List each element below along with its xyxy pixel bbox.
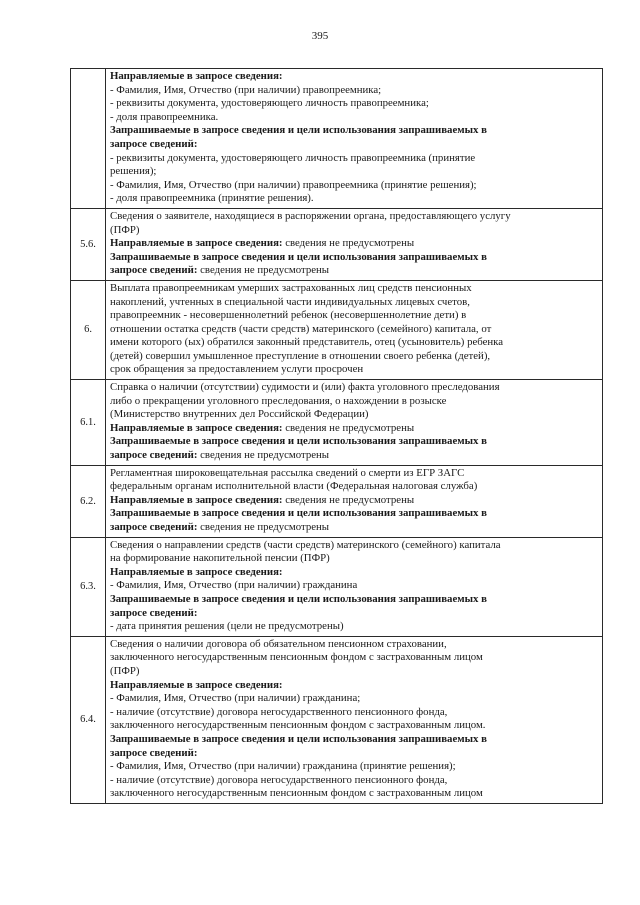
page-number: 395 (311, 30, 329, 42)
text-line (110, 323, 599, 337)
bold-heading-text: Запрашиваемые в запросе сведения и цели использования запрашиваемых в (110, 507, 487, 520)
text-line (110, 747, 599, 761)
text-line (110, 638, 599, 652)
row-content (106, 280, 603, 379)
bold-heading-text: Направляемые в запросе сведения: (110, 565, 283, 578)
bold-heading-text: Запрашиваемые в запросе сведения и цели использования запрашиваемых в (110, 124, 487, 137)
text-line (110, 679, 599, 693)
body-text: - Фамилия, Имя, Отчество (при наличии) гражданина (принятие решения); (110, 760, 456, 773)
bold-heading-text: Направляемые в запросе сведения: (110, 678, 283, 691)
bold-heading-text: запросе сведений: (110, 264, 201, 277)
row-content (106, 465, 603, 537)
body-text: - доля правопреемника (принятие решения). (110, 192, 314, 205)
row-content (106, 208, 603, 280)
text-line (110, 706, 599, 720)
text-line (110, 494, 599, 508)
row-number: 6.1. (71, 380, 106, 466)
text-line (110, 480, 599, 494)
text-line (110, 449, 599, 463)
body-text: решения); (110, 165, 157, 178)
bold-heading-text: запросе сведений: (110, 449, 201, 462)
body-text: сведения не предусмотрены (200, 264, 330, 277)
text-line (110, 363, 599, 377)
bold-heading-text: запросе сведений: (110, 746, 198, 759)
body-text: сведения не предусмотрены (200, 449, 330, 462)
bold-heading-text: запросе сведений: (110, 137, 198, 150)
text-line (110, 651, 599, 665)
body-text: сведения не предусмотрены (285, 237, 415, 250)
table-row (71, 380, 603, 466)
body-text: - дата принятия решения (цели не предусмотрены) (110, 620, 344, 633)
body-text: - Фамилия, Имя, Отчество (при наличии) гражданина; (110, 692, 361, 705)
body-text: сведения не предусмотрены (285, 421, 415, 434)
text-line (110, 309, 599, 323)
text-line (110, 579, 599, 593)
body-text: (детей) совершил умышленное преступление в отношении своего ребенка (детей), (110, 349, 491, 362)
text-line (110, 593, 599, 607)
text-line (110, 692, 599, 706)
body-text: Справка о наличии (отсутствии) судимости и (или) факта уголовного преследования (110, 381, 500, 394)
text-line (110, 124, 599, 138)
table-body (71, 69, 603, 804)
body-text: Выплата правопреемникам умерших застрахованных лиц средств пенсионных (110, 281, 472, 294)
row-content (106, 380, 603, 466)
table-row (71, 280, 603, 379)
text-line (110, 733, 599, 747)
text-line (110, 607, 599, 621)
row-content (106, 537, 603, 636)
bold-heading-text: Запрашиваемые в запросе сведения и цели использования запрашиваемых в (110, 250, 487, 263)
text-line (110, 539, 599, 553)
bold-heading-text: Направляемые в запросе сведения: (110, 421, 286, 434)
bold-heading-text: Запрашиваемые в запросе сведения и цели использования запрашиваемых в (110, 435, 487, 448)
bold-heading-text: Направляемые в запросе сведения: (110, 493, 286, 506)
text-line (110, 507, 599, 521)
body-text: на формирование накопительной пенсии (ПФР) (110, 552, 330, 565)
text-line (110, 210, 599, 224)
bold-heading-text: запросе сведений: (110, 521, 201, 533)
text-line (110, 620, 599, 634)
body-text: Сведения о заявителе, находящиеся в распоряжении органа, предоставляющего услугу (110, 209, 511, 222)
text-line (110, 422, 599, 436)
text-line (110, 350, 599, 364)
row-content (106, 69, 603, 209)
text-line (110, 395, 599, 409)
body-text: - наличие (отсутствие) договора негосударственного пенсионного фонда, (110, 773, 448, 786)
text-line (110, 84, 599, 98)
row-number: 6.2. (71, 465, 106, 537)
row-number: 5.6. (71, 208, 106, 280)
body-text: - доля правопреемника. (110, 110, 219, 123)
body-text: Сведения о наличии договора об обязательном пенсионном страховании, (110, 637, 447, 650)
body-text: заключенного негосударственным пенсионным фондом с застрахованным лицом. (110, 719, 486, 732)
body-text: либо о прекращении уголовного преследования, о нахождении в розыске (110, 394, 447, 407)
text-line (110, 264, 599, 278)
bold-heading-text: Направляемые в запросе сведения: (110, 70, 283, 82)
table-row (71, 636, 603, 803)
body-text: заключенного негосударственным пенсионным фондом с застрахованным лицом (110, 651, 483, 664)
text-line (110, 552, 599, 566)
table-row (71, 537, 603, 636)
text-line (110, 251, 599, 265)
body-text: сведения не предусмотрены (285, 493, 415, 506)
text-line (110, 336, 599, 350)
text-line (110, 719, 599, 733)
row-number: 6.3. (71, 537, 106, 636)
body-text: (ПФР) (110, 223, 140, 236)
body-text: - Фамилия, Имя, Отчество (при наличии) гражданина (110, 579, 358, 592)
body-text: срок обращения за предоставлением услуги просрочен (110, 363, 364, 376)
body-text: отношении остатка средств (части средств) материнского (семейного) капитала, от (110, 322, 492, 335)
body-text: сведения не предусмотрены (200, 521, 330, 533)
text-line (110, 179, 599, 193)
body-text: правопреемник - несовершеннолетний ребенок (несовершеннолетние дети) в (110, 309, 467, 322)
body-text: имени которого (ых) обратился законный представитель, отец (усыновитель) ребенка (110, 336, 504, 349)
text-line (110, 70, 599, 84)
body-text: накоплений, учтенных в специальной части индивидуальных лицевых счетов, (110, 295, 470, 308)
row-number (71, 69, 106, 209)
bold-heading-text: Направляемые в запросе сведения: (110, 237, 286, 250)
text-line (110, 165, 599, 179)
text-line (110, 381, 599, 395)
text-line (110, 408, 599, 422)
table-row (71, 208, 603, 280)
body-text: - реквизиты документа, удостоверяющего личность правопреемника (принятие (110, 151, 476, 164)
text-line (110, 111, 599, 125)
body-text: Сведения о направлении средств (части средств) материнского (семейного) капитала (110, 538, 501, 551)
text-line (110, 760, 599, 774)
text-line (110, 237, 599, 251)
row-content (106, 636, 603, 803)
bold-heading-text: запросе сведений: (110, 606, 198, 619)
text-line (110, 224, 599, 238)
body-text: заключенного негосударственным пенсионным фондом с застрахованным лицом (110, 787, 483, 800)
text-line (110, 435, 599, 449)
body-text: (Министерство внутренних дел Российской Федерации) (110, 408, 369, 421)
text-line (110, 282, 599, 296)
text-line (110, 665, 599, 679)
body-text: - наличие (отсутствие) договора негосударственного пенсионного фонда, (110, 705, 448, 718)
body-text: - Фамилия, Имя, Отчество (при наличии) правопреемника; (110, 83, 382, 96)
body-text: - реквизиты документа, удостоверяющего личность правопреемника; (110, 97, 429, 110)
text-line (110, 138, 599, 152)
text-line (110, 152, 599, 166)
body-text: федеральным органам исполнительной власти (Федеральная налоговая служба) (110, 480, 478, 493)
text-line (110, 787, 599, 801)
text-line (110, 192, 599, 206)
text-line (110, 566, 599, 580)
table-row (71, 465, 603, 537)
text-line (110, 774, 599, 788)
text-line (110, 467, 599, 481)
body-text: (ПФР) (110, 664, 140, 677)
bold-heading-text: Запрашиваемые в запросе сведения и цели использования запрашиваемых в (110, 592, 487, 605)
text-line (110, 97, 599, 111)
row-number: 6. (71, 280, 106, 379)
bold-heading-text: Запрашиваемые в запросе сведения и цели использования запрашиваемых в (110, 732, 487, 745)
table-row (71, 69, 603, 209)
text-line (110, 296, 599, 310)
body-text: Регламентная широковещательная рассылка сведений о смерти из ЕГР ЗАГС (110, 466, 465, 479)
text-line (110, 521, 599, 535)
regulation-table (70, 68, 603, 804)
row-number: 6.4. (71, 636, 106, 803)
body-text: - Фамилия, Имя, Отчество (при наличии) правопреемника (принятие решения); (110, 178, 477, 191)
